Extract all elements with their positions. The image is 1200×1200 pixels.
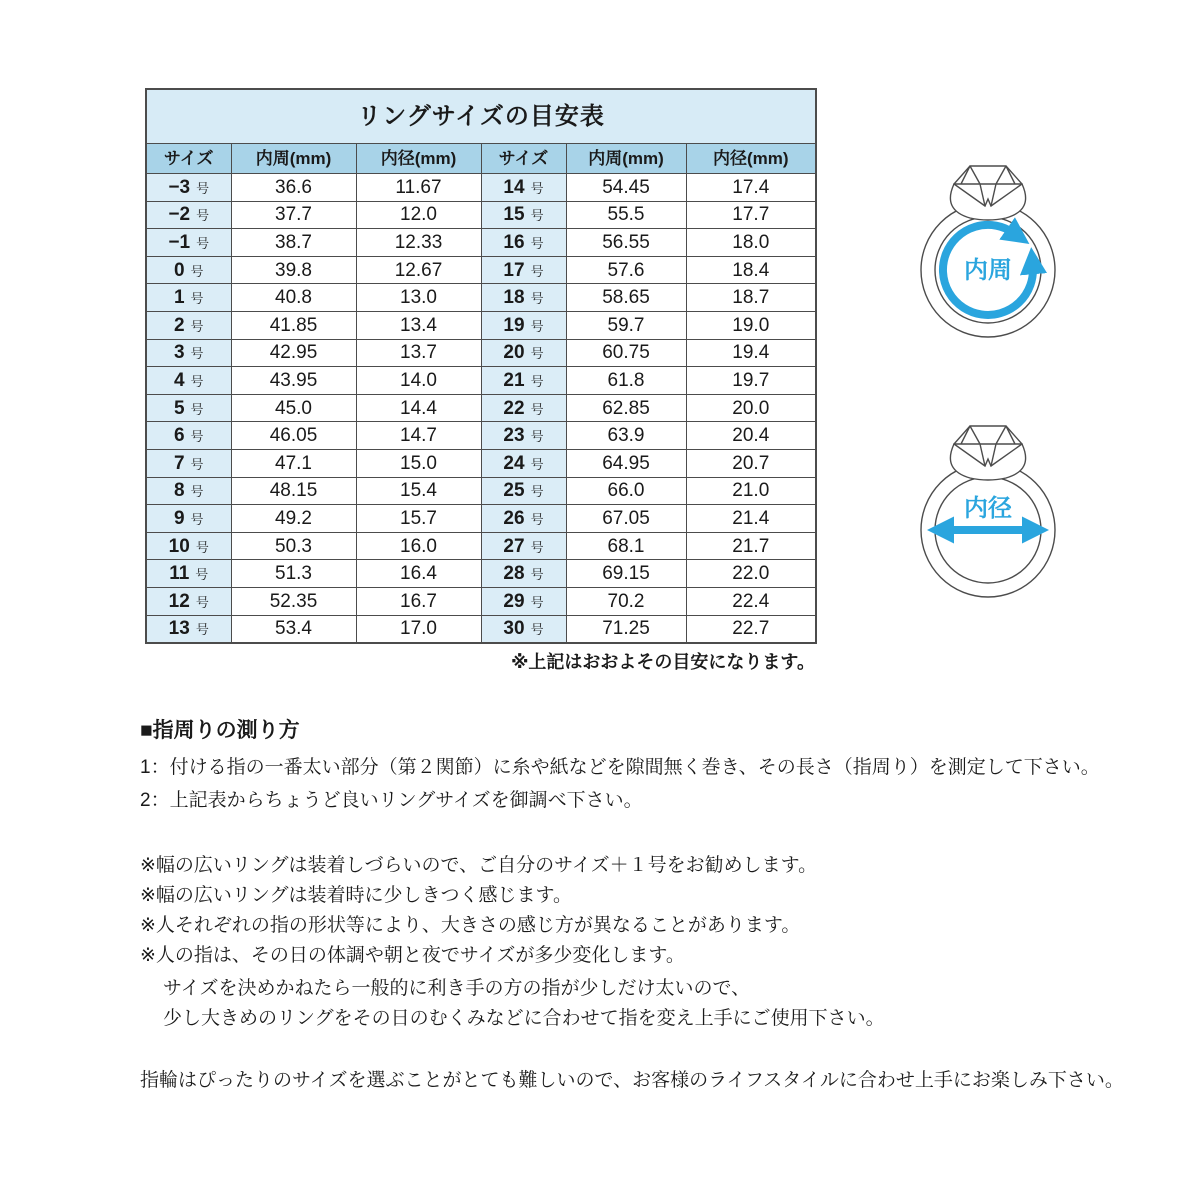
value-cell: 16.0: [356, 532, 481, 560]
value-cell: 22.7: [686, 615, 816, 643]
table-title-row: [146, 89, 816, 144]
value-cell: 13.4: [356, 311, 481, 339]
value-cell: 12.67: [356, 256, 481, 284]
column-header: 内周(mm): [566, 144, 686, 174]
table-row: [146, 422, 816, 450]
size-cell: 9 号: [146, 505, 231, 533]
size-cell: 8 号: [146, 477, 231, 505]
table-row: [146, 560, 816, 588]
table-row: [146, 284, 816, 312]
value-cell: 66.0: [566, 477, 686, 505]
value-cell: 42.95: [231, 339, 356, 367]
size-cell: 24 号: [481, 449, 566, 477]
value-cell: 53.4: [231, 615, 356, 643]
size-cell: 28 号: [481, 560, 566, 588]
size-cell: 10 号: [146, 532, 231, 560]
table-row: [146, 449, 816, 477]
size-cell: 17 号: [481, 256, 566, 284]
table-title: リングサイズの目安表: [146, 89, 816, 144]
value-cell: 21.4: [686, 505, 816, 533]
value-cell: 15.7: [356, 505, 481, 533]
value-cell: 22.4: [686, 587, 816, 615]
value-cell: 63.9: [566, 422, 686, 450]
size-cell: 1 号: [146, 284, 231, 312]
value-cell: 38.7: [231, 229, 356, 257]
value-cell: 17.0: [356, 615, 481, 643]
inner-circumference-label: 内周: [964, 257, 1012, 284]
size-cell: 3 号: [146, 339, 231, 367]
table-row: [146, 339, 816, 367]
size-cell: 0 号: [146, 256, 231, 284]
value-cell: 56.55: [566, 229, 686, 257]
size-cell: 23 号: [481, 422, 566, 450]
size-cell: −3 号: [146, 174, 231, 202]
value-cell: 59.7: [566, 311, 686, 339]
value-cell: 41.85: [231, 311, 356, 339]
value-cell: 43.95: [231, 367, 356, 395]
value-cell: 71.25: [566, 615, 686, 643]
value-cell: 19.7: [686, 367, 816, 395]
value-cell: 70.2: [566, 587, 686, 615]
value-cell: 52.35: [231, 587, 356, 615]
table-row: [146, 311, 816, 339]
size-cell: 21 号: [481, 367, 566, 395]
ring-size-table-body: [146, 174, 816, 643]
size-cell: 19 号: [481, 311, 566, 339]
value-cell: 46.05: [231, 422, 356, 450]
table-footnote: ※上記はおおよその目安になります。: [510, 652, 815, 672]
size-cell: 6 号: [146, 422, 231, 450]
column-header: 内径(mm): [686, 144, 816, 174]
note-line: ※幅の広いリングは装着時に少しきつく感じます。: [140, 885, 573, 906]
value-cell: 18.0: [686, 229, 816, 257]
size-cell: 2 号: [146, 311, 231, 339]
note-line: ※人それぞれの指の形状等により、大きさの感じ方が異なることがあります。: [140, 915, 801, 936]
value-cell: 11.67: [356, 174, 481, 202]
value-cell: 19.0: [686, 311, 816, 339]
value-cell: 16.7: [356, 587, 481, 615]
table-row: [146, 256, 816, 284]
value-cell: 14.0: [356, 367, 481, 395]
size-cell: 11 号: [146, 560, 231, 588]
table-row: [146, 505, 816, 533]
note-line-indented: サイズを決めかねたら一般的に利き手の方の指が少しだけ太いので、: [163, 978, 751, 999]
size-cell: 14 号: [481, 174, 566, 202]
table-row: [146, 174, 816, 202]
table-row: [146, 229, 816, 257]
value-cell: 21.0: [686, 477, 816, 505]
ring-size-table: [145, 88, 817, 644]
value-cell: 12.33: [356, 229, 481, 257]
measuring-heading: ■指周りの測り方: [140, 719, 300, 742]
value-cell: 20.0: [686, 394, 816, 422]
size-cell: 4 号: [146, 367, 231, 395]
table-row: [146, 477, 816, 505]
size-cell: 29 号: [481, 587, 566, 615]
value-cell: 60.75: [566, 339, 686, 367]
value-cell: 64.95: [566, 449, 686, 477]
value-cell: 17.7: [686, 201, 816, 229]
size-cell: 22 号: [481, 394, 566, 422]
value-cell: 48.15: [231, 477, 356, 505]
table-header-row: [146, 144, 816, 174]
value-cell: 22.0: [686, 560, 816, 588]
table-row: [146, 201, 816, 229]
value-cell: 36.6: [231, 174, 356, 202]
note-line: ※人の指は、その日の体調や朝と夜でサイズが多少変化します。: [140, 945, 685, 966]
size-cell: −2 号: [146, 201, 231, 229]
value-cell: 40.8: [231, 284, 356, 312]
value-cell: 12.0: [356, 201, 481, 229]
size-cell: 30 号: [481, 615, 566, 643]
size-cell: 26 号: [481, 505, 566, 533]
value-cell: 51.3: [231, 560, 356, 588]
value-cell: 54.45: [566, 174, 686, 202]
size-cell: 12 号: [146, 587, 231, 615]
size-cell: 15 号: [481, 201, 566, 229]
value-cell: 15.0: [356, 449, 481, 477]
table-row: [146, 532, 816, 560]
value-cell: 58.65: [566, 284, 686, 312]
value-cell: 18.7: [686, 284, 816, 312]
table-row: [146, 367, 816, 395]
table-row: [146, 615, 816, 643]
column-header: サイズ: [146, 144, 231, 174]
column-header: 内径(mm): [356, 144, 481, 174]
value-cell: 61.8: [566, 367, 686, 395]
value-cell: 49.2: [231, 505, 356, 533]
value-cell: 62.85: [566, 394, 686, 422]
size-cell: 7 号: [146, 449, 231, 477]
value-cell: 68.1: [566, 532, 686, 560]
ring-inner-diameter-diagram: [898, 418, 1078, 603]
value-cell: 13.0: [356, 284, 481, 312]
value-cell: 45.0: [231, 394, 356, 422]
size-cell: 13 号: [146, 615, 231, 643]
size-cell: 20 号: [481, 339, 566, 367]
note-line: ※幅の広いリングは装着しづらいので、ご自分のサイズ＋１号をお勧めします。: [140, 855, 818, 876]
value-cell: 16.4: [356, 560, 481, 588]
table-row: [146, 587, 816, 615]
table-row: [146, 394, 816, 422]
value-cell: 69.15: [566, 560, 686, 588]
value-cell: 14.4: [356, 394, 481, 422]
value-cell: 14.7: [356, 422, 481, 450]
size-cell: 25 号: [481, 477, 566, 505]
value-cell: 47.1: [231, 449, 356, 477]
size-cell: −1 号: [146, 229, 231, 257]
measuring-step-1: 1：付ける指の一番太い部分（第２関節）に糸や紙などを隙間無く巻き、その長さ（指周り）を測定して下さい。: [140, 757, 1100, 778]
note-line-indented: 少し大きめのリングをその日のむくみなどに合わせて指を変え上手にご使用下さい。: [163, 1008, 885, 1029]
value-cell: 13.7: [356, 339, 481, 367]
size-cell: 5 号: [146, 394, 231, 422]
value-cell: 20.4: [686, 422, 816, 450]
column-header: サイズ: [481, 144, 566, 174]
value-cell: 50.3: [231, 532, 356, 560]
value-cell: 15.4: [356, 477, 481, 505]
value-cell: 18.4: [686, 256, 816, 284]
ring-inner-circumference-diagram: [898, 158, 1078, 343]
value-cell: 39.8: [231, 256, 356, 284]
value-cell: 55.5: [566, 201, 686, 229]
inner-diameter-label: 内径: [964, 495, 1012, 522]
value-cell: 37.7: [231, 201, 356, 229]
value-cell: 21.7: [686, 532, 816, 560]
value-cell: 17.4: [686, 174, 816, 202]
value-cell: 67.05: [566, 505, 686, 533]
size-cell: 27 号: [481, 532, 566, 560]
value-cell: 20.7: [686, 449, 816, 477]
size-cell: 18 号: [481, 284, 566, 312]
measuring-step-2: 2：上記表からちょうど良いリングサイズを御調べ下さい。: [140, 790, 643, 811]
column-header: 内周(mm): [231, 144, 356, 174]
size-cell: 16 号: [481, 229, 566, 257]
closing-line: 指輪はぴったりのサイズを選ぶことがとても難しいので、お客様のライフスタイルに合わせ上手にお楽しみ下さい。: [140, 1070, 1124, 1091]
value-cell: 19.4: [686, 339, 816, 367]
value-cell: 57.6: [566, 256, 686, 284]
